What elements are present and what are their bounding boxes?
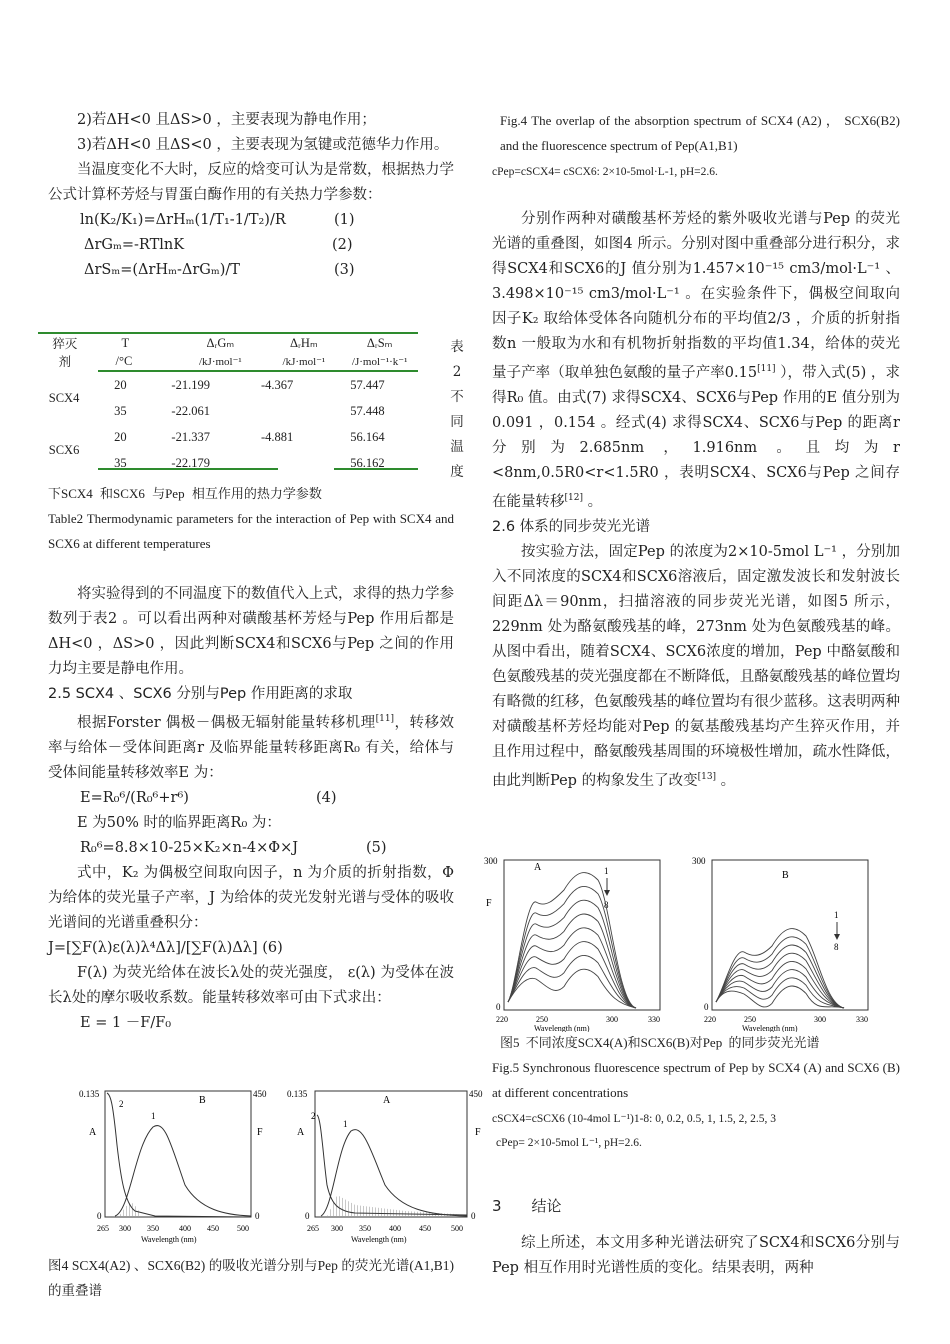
case3-paragraph: 3)若ΔH<0 且ΔS<0 ，主要表现为氢键或范德华力作用。 (77, 137, 449, 153)
citation: [12] (564, 492, 583, 503)
table-row (38, 398, 418, 424)
table-cell: 56.164 (350, 429, 385, 444)
tick-label: 265 (307, 1224, 319, 1233)
table-header: /°C (115, 353, 133, 368)
table-cell: -4.367 (260, 377, 294, 392)
axis-label: 450 (253, 1089, 267, 1099)
curve-label: 1 (343, 1119, 348, 1129)
citation: [11] (375, 714, 395, 724)
f-lambda-paragraph: F(λ) 为荧光给体在波长λ处的荧光强度， ε(λ) 为受体在波长λ处的摩尔吸收系数。能量转移效率可由下式求出： (48, 964, 454, 1006)
axis-title: Wavelength (nm) (141, 1235, 197, 1244)
curve-label: 2 (119, 1099, 124, 1109)
table-cell: 20 (114, 429, 127, 444)
tick-label: 450 (207, 1224, 219, 1233)
where-paragraph: 式中，K₂ 为偶极空间取向因子，n 为介质的折射指数，Φ为给体的荧光量子产率，J 为给体的荧光发射光谱与受体的吸收光谱间的光谱重叠积分： (48, 864, 454, 931)
overlap-paragraph: 分别作两种对磺酸基杯芳烃的紫外吸收光谱与Pep 的荧光光谱的重叠图，如图4 所示。分别对图中重叠部分进行积分，求得SCX4和SCX6的J 值分别为1.457×10⁻¹⁵ cm3/mol·L⁻¹ 、3.498×10⁻¹⁵ cm3/mol·L⁻¹ 。在实验条件下，偶极空间取向因子K₂ 取给体受体各向随机分布的平均值2/3 ，介质的折射指数n 一般取为水和有机物折射指数的平均值1.34，给体的荧光量子产率（取单独色氨酸的量子产率0.15[11] ），带入式(5) ，求得R₀ 值。由式(7) 求得SCX4、SCX6与Pep 作用的E 值分别为0.091 ，0.154 。经式(4) 求得SCX4、SCX6与Pep 的距离r 分别为2.685nm ，1.916nm 。且均为r <8nm,0.5R0<r<1.5R0 ，表明SCX4、SCX6与Pep 之间存在能量转移[12] 。 (492, 211, 900, 510)
table-row (38, 450, 418, 476)
panel-label: A (534, 862, 542, 873)
table-header-row-bottom (38, 352, 418, 370)
axis-title: Wavelength (nm) (534, 1024, 590, 1032)
tick-label: 500 (237, 1224, 249, 1233)
equation-number: (5) (366, 839, 387, 856)
tick-label: 300 (814, 1015, 826, 1024)
overlap-area (119, 1202, 141, 1216)
tick-label: 265 (97, 1224, 109, 1233)
citation: [11] (757, 364, 776, 374)
tick-label: 250 (536, 1015, 548, 1024)
tick-label: 400 (389, 1224, 401, 1233)
citation: [13] (697, 771, 717, 782)
tick-label: 330 (648, 1015, 660, 1024)
axis-title: Wavelength (nm) (351, 1235, 407, 1244)
axis-label: F (257, 1127, 263, 1138)
equation-6: J=[∑F(λ)ε(λ)λ⁴Δλ]/[∑F(λ)Δλ] (6) (48, 939, 283, 956)
absorption-curve (107, 1093, 251, 1217)
tick-label: 300 (331, 1224, 343, 1233)
conclusion-section (492, 1194, 900, 1281)
equation-7: E = 1 －F/F₀ (80, 1014, 172, 1031)
table-header-row-top (38, 334, 418, 352)
table-header: /kJ·mol⁻¹ (282, 355, 326, 368)
axis-label: F (486, 898, 492, 909)
spectrum-curve (508, 942, 636, 1008)
axis-label: 0 (704, 1002, 709, 1012)
curve-label: 1 (151, 1111, 156, 1121)
tick-label: 350 (147, 1224, 159, 1233)
arrow-label: 8 (604, 900, 609, 910)
axis-label: 0 (471, 1211, 476, 1221)
figure-5-concentration-2: cPep= 2×10-5mol L⁻¹, pH=2.6. (496, 1137, 642, 1149)
fluorescence-curve (115, 1126, 251, 1216)
table-cell: -22.179 (171, 455, 210, 470)
table-cell: 35 (114, 403, 127, 418)
arrow-label: 1 (604, 866, 609, 876)
panel-label: B (782, 870, 789, 881)
axis-label: 0.135 (79, 1089, 100, 1099)
e50-paragraph: E 为50% 时的临界距离R₀ 为： (77, 814, 281, 831)
case2-paragraph: 2)若ΔH<0 且ΔS>0 ，主要表现为静电作用； (77, 112, 376, 128)
section-2-5-heading: 2.5 SCX4 、SCX6 分别与Pep 作用距离的求取 (48, 686, 353, 702)
figure-5-concentration-1: cSCX4=cSCX6 (10-4mol L⁻¹)1-8: 0, 0.2, 0.5, 1, 1.5, 2, 2.5, 3 (492, 1113, 777, 1125)
left-column (48, 108, 454, 283)
tick-label: 220 (704, 1015, 716, 1024)
table-header: ΔᵣGₘ (206, 336, 235, 350)
sync-paragraph: 按实验方法，固定Pep 的浓度为2×10-5mol L⁻¹ ，分别加入不同浓度的SCX4和SCX6溶液后，固定激发波长和发射波长间距Δλ＝90nm，扫描溶液的同步荧光光谱，如图5 所示，229nm 处为酪氨酸残基的峰，273nm 处为色氨酸残基的峰。从图中看出，随着SCX4、SCX6浓度的增加，Pep 中酪氨酸和色氨酸残基的荧光强度都在不断降低，且酪氨酸残基的峰位置均有略微的红移，色氨酸残基的峰位置均有很少蓝移。这表明两种对磺酸基杯芳烃均能对Pep 的氨基酸残基均产生猝灭作用，并且作用过程中，酪氨酸残基周围的环境极性增加，疏水性降低，由此判断Pep 的构象发生了改变[13] 。 (492, 543, 900, 789)
left-column-body (48, 582, 454, 1036)
tick-label: 300 (606, 1015, 618, 1024)
spectra-curves (716, 929, 844, 1008)
curve-label: 2 (311, 1111, 316, 1121)
figure-5-caption-cn: 图5 不同浓度SCX4(A)和SCX6(B)对Pep 的同步荧光光谱 (500, 1035, 820, 1050)
axis-label: A (89, 1127, 97, 1138)
equation-number: (2) (332, 237, 353, 253)
table-header: ΔᵣHₘ (290, 336, 318, 350)
figure-4-panel-a (287, 1089, 483, 1244)
figure-5-caption (492, 1030, 900, 1153)
spectrum-curve (508, 886, 636, 1008)
forster-paragraph: 根据Forster 偶极－偶极无辐射能量转移机理[11]，转移效率与给体－受体间距离r 及临界能量转移距离R₀ 有关，给体与受体间能量转移效率E 为： (48, 714, 455, 781)
axis-label: 450 (469, 1089, 483, 1099)
equation-2: ΔrGₘ=-RTlnK (2) (48, 233, 454, 258)
table-side-caption: 表 2 不 同 温 度 (450, 339, 464, 480)
axis-label: 0 (496, 1002, 501, 1012)
table-header: ΔᵣSₘ (366, 336, 393, 350)
equation-number: (3) (334, 262, 355, 278)
table-cell: 57.447 (350, 377, 385, 392)
conclusion-paragraph: 综上所述，本文用多种光谱法研究了SCX4和SCX6分别与Pep 相互作用时光谱性质的变化。结果表明，两种 (492, 1235, 900, 1276)
group-name: SCX4 (48, 390, 80, 405)
tick-label: 400 (179, 1224, 191, 1233)
figure-4-caption-cn: 图4 SCX4(A2) 、SCX6(B2) 的吸收光谱分别与Pep 的荧光光谱(A1,B1)的重叠谱 (48, 1258, 454, 1298)
table-cell (255, 450, 328, 476)
axis-label: 300 (484, 856, 498, 866)
axis-label: 0 (97, 1211, 102, 1221)
table-cell: -22.061 (171, 403, 210, 418)
tick-label: 450 (419, 1224, 431, 1233)
table-cell: -21.199 (171, 377, 210, 392)
table-header: T (121, 335, 130, 350)
axis-title: Wavelength (nm) (742, 1024, 798, 1032)
figure-5-panel-b (692, 856, 868, 1032)
temperature-paragraph: 当温度变化不大时，反应的焓变可认为是常数，根据热力学公式计算杯芳烃与胃蛋白酶作用的有关热力学参数： (48, 162, 454, 203)
figure-4-caption (48, 1253, 454, 1303)
axis-label: 0 (305, 1211, 310, 1221)
table-cell: 56.162 (350, 455, 385, 470)
table-header: 猝灭 (52, 337, 78, 351)
table-caption-en: Table2 Thermodynamic parameters for the interaction of Pep with SCX4 and SCX6 at different temperatures (48, 511, 454, 551)
table-caption-cn: 下SCX4 和SCX6 与Pep 相互作用的热力学参数 (48, 486, 322, 501)
equation-3: ΔrSₘ=(ΔrHₘ-ΔrGₘ)/T (3) (48, 258, 454, 283)
axis-label: 0.135 (287, 1089, 308, 1099)
equation-4: E=R₀⁶/(R₀⁶+r⁶) (4) (48, 786, 454, 811)
panel-label: B (199, 1095, 206, 1106)
figure-4-panel-b (79, 1089, 267, 1244)
equation-1: ln(K₂/K₁)=ΔrHₘ(1/T₁-1/T₂)/R (1) (48, 208, 454, 233)
axis-label: F (475, 1127, 481, 1138)
axis-label: 0 (255, 1211, 260, 1221)
figure-5-caption-en: Fig.5 Synchronous fluorescence spectrum of Pep by SCX4 (A) and SCX6 (B) at different concentrations (492, 1060, 900, 1100)
section-3-heading: 3 结论 (492, 1197, 562, 1215)
table-cell: 35 (114, 455, 127, 470)
tick-label: 350 (359, 1224, 371, 1233)
results-paragraph: 将实验得到的不同温度下的数值代入上式，求得的热力学参数列于表2 。可以看出两种对磺酸基杯芳烃与Pep 作用后都是ΔH<0 ，ΔS>0 ，因此判断SCX4和SCX6与Pep 之间的作用力均主要是静电作用。 (48, 586, 454, 677)
figure-5-panel-a (484, 856, 660, 1032)
axis-label: 300 (692, 856, 706, 866)
table-caption (48, 481, 454, 556)
table-header: 剂 (58, 355, 71, 369)
table-cell: 20 (114, 377, 127, 392)
section-2-6-heading: 2.6 体系的同步荧光光谱 (492, 518, 651, 535)
tick-label: 220 (496, 1015, 508, 1024)
tick-label: 300 (119, 1224, 131, 1233)
equation-5: R₀⁶=8.8×10-25×K₂×n-4×Φ×J (5) (48, 836, 454, 861)
table-cell: -21.337 (171, 429, 210, 444)
table-cell (255, 398, 328, 424)
thermodynamic-table (38, 332, 418, 476)
arrow-label: 8 (834, 942, 839, 952)
spectrum-curve (716, 970, 844, 1008)
spectrum-curve (508, 928, 636, 1008)
figure-5 (482, 852, 902, 1032)
figure-4-concentration: cPep=cSCX4= cSCX6: 2×10-5mol·L-1, pH=2.6. (492, 166, 718, 178)
table-cell: -4.881 (260, 429, 294, 444)
table-header: /J·mol⁻¹·k⁻¹ (351, 355, 408, 368)
right-column-body (492, 207, 900, 793)
axis-label: A (297, 1127, 305, 1138)
tick-label: 330 (856, 1015, 868, 1024)
table-cell: 57.448 (350, 403, 385, 418)
equation-number: (4) (316, 789, 337, 806)
group-name: SCX6 (48, 442, 80, 457)
tick-label: 500 (451, 1224, 463, 1233)
panel-label: A (383, 1095, 391, 1106)
right-column-top (492, 108, 900, 182)
table-row (38, 424, 418, 450)
tick-label: 250 (744, 1015, 756, 1024)
figure-4 (75, 1085, 495, 1245)
arrow-label: 1 (834, 910, 839, 920)
equation-number: (1) (334, 212, 355, 228)
figure-4-caption-en: Fig.4 The overlap of the absorption spectrum of SCX4 (A2) ， SCX6(B2) and the fluorescence spectrum of Pep(A1,B1) (500, 113, 900, 153)
table-row (38, 372, 418, 398)
spectra-curves (508, 873, 636, 1008)
table-header: /kJ·mol⁻¹ (199, 355, 242, 368)
